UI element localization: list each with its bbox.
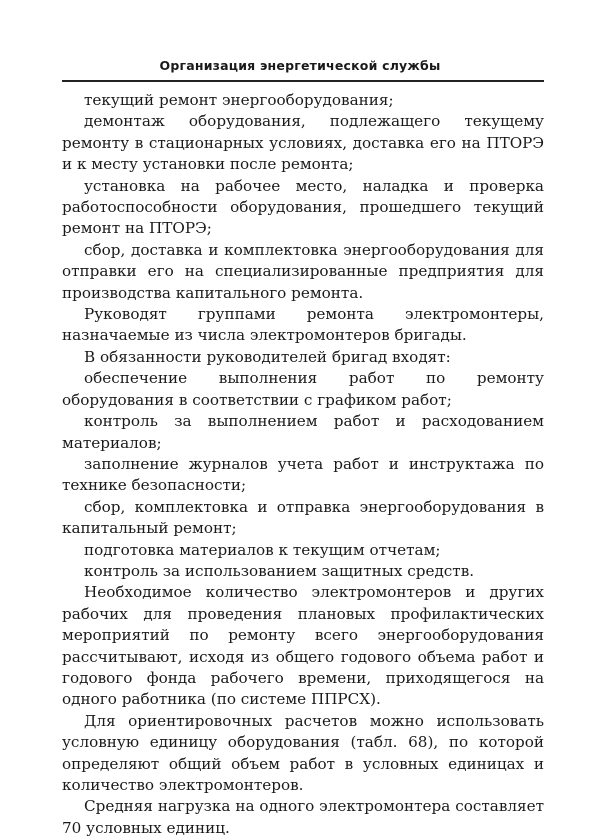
body-text <box>62 90 544 839</box>
paragraph: установка на рабочее место, наладка и проверка работоспособности оборудования, прошедшего текущий ремонт на ПТОРЭ; <box>62 176 544 238</box>
paragraph: контроль за выполнением работ и расходованием материалов; <box>62 412 544 452</box>
paragraph: подготовка материалов к текущим отчетам; <box>84 540 441 559</box>
paragraph: сбор, комплектовка и отправка энергооборудования в капитальный ремонт; <box>62 497 544 538</box>
paragraph: Руководят группами ремонта электромонтеры, назначаемые из числа электромонтеров бригады. <box>62 305 544 345</box>
header-rule <box>62 80 544 82</box>
paragraph: контроль за использованием защитных средств. <box>84 561 475 580</box>
paragraph: обеспечение выполнения работ по ремонту оборудования в соответствии с графиком работ; <box>62 369 544 409</box>
paragraph: сбор, доставка и комплектовка энергооборудования для отправки его на специализированные предприятия для производства капитального ремонта. <box>62 240 544 302</box>
paragraph: В обязанности руководителей бригад входят: <box>84 347 451 366</box>
paragraph: текущий ремонт энергооборудования; <box>84 91 394 109</box>
paragraph: Необходимое количество электромонтеров и других рабочих для проведения плановых профилактических мероприятий по ремонту всего энергооборудования рассчитывают, исходя из общего годового объема работ и годового фонда рабочего времени, приходящегося на одного работника (по системе ППРСХ). <box>62 583 544 709</box>
running-title: Организация энергетической службы <box>159 58 441 73</box>
paragraph: Средняя нагрузка на одного электромонтера составляет 70 условных единиц. <box>62 797 544 837</box>
paragraph: демонтаж оборудования, подлежащего текущему ремонту в стационарных условиях, доставка его на ПТОРЭ и к месту установки после ремонта; <box>62 112 544 174</box>
paragraph: Для ориентировочных расчетов можно использовать условную единицу оборудования (табл. 68), по которой определяют общий объем работ в условных единицах и количество электромонтеров. <box>62 711 544 794</box>
paragraph: заполнение журналов учета работ и инструктажа по технике безопасности; <box>62 454 544 495</box>
